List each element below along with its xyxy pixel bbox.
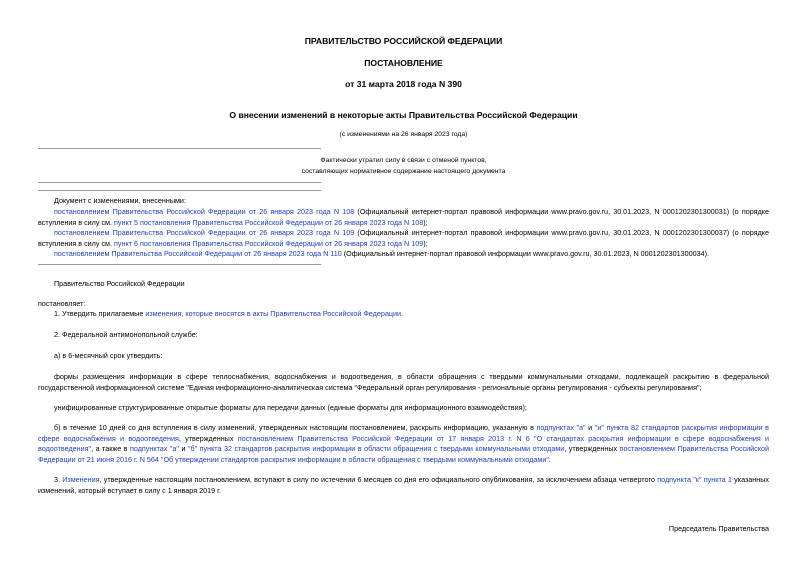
changes-link[interactable]: изменения, которые вносятся в акты Правительства Российской Федерации [145, 309, 401, 318]
change-item: постановлением Правительства Российской Федерации от 26 января 2023 года N 110 (Официальный интернет-портал правовой информации www.pravo.gov.ru, 30.01.2023, N 0001202301300034). [54, 249, 710, 258]
standards-link[interactable]: "и" пункта 82 стандартов раскрытия информации в сфере водоснабжения и водоотведения [38, 423, 769, 443]
changes-intro: Документ с изменениями, внесенными: [54, 196, 186, 205]
document-title: О внесении изменений в некоторые акты Правительства Российской Федерации [229, 110, 578, 120]
lapsed-note-line1: Фактически утратил силу в связи с отменой пунктов, [320, 157, 487, 164]
government-heading: ПРАВИТЕЛЬСТВО РОССИЙСКОЙ ФЕДЕРАЦИИ [304, 36, 503, 46]
amendment-link[interactable]: постановлением Правительства Российской Федерации от 26 января 2023 года N 110 [54, 249, 342, 258]
document-type: ПОСТАНОВЛЕНИЕ [364, 58, 443, 68]
subparagraph-link[interactable]: подпункта "к" пункта 1 [657, 475, 732, 484]
paragraph-2a: а) в 6-месячный срок утвердить: [54, 351, 163, 360]
change-item: постановлением Правительства Российской Федерации от 26 января 2023 года N 108 (Официальный интернет-портал правовой информации www.pravo.gov.ru, 30.01.2023, N 0001202301300031) (о порядке вступления в силу см. пункт 5 постановления Правительства Российской Федерации от 26 января 2023 года N 108); [38, 207, 769, 227]
revision-note: (с изменениями на 26 января 2023 года) [339, 131, 468, 138]
paragraph-2b: б) в течение 10 дней со дня вступления в силу изменений, утвержденных настоящим постановлением, раскрыть информацию, указанную в подпунктах "а" и "и" пункта 82 стандартов раскрытия информации в сфере водоснабжения и водоотведения, утвержденных постановлением Правительства Российской Федерации от 17 января 2013 г. N 6 "О стандартах раскрытия информации в сфере водоснабжения и водоотведения", а также в подпунктах "а" и "б" пункта 32 стандартов раскрытия информации в области обращения с твердыми коммунальными отходами, утвержденных постановлением Правительства Российской Федерации от 21 июня 2016 г. N 564 "Об утверждении стандартов раскрытия информации в области обращения с твердыми коммунальными отходами". [38, 423, 770, 464]
government-label: Правительство Российской Федерации [54, 279, 185, 288]
subparagraph-link[interactable]: подпунктах "а" [536, 423, 586, 432]
paragraph-2a-forms: формы размещения информации в сфере теплоснабжения, водоснабжения и водоотведения, в области обращения с твердыми коммунальными отходами, подлежащей раскрытию в федеральной государственной информационной системе "Единая информационно-аналитическая система "Федеральный орган регулирования - региональные органы регулирования - субъекты регулирования"; [38, 372, 769, 392]
divider [38, 190, 321, 191]
standards-link[interactable]: "б" пункта 32 стандартов раскрытия информации в области обращения с твердыми коммунальными отходами [187, 444, 565, 453]
paragraph-2: 2. Федеральной антимонопольной службе: [54, 330, 198, 339]
changes-link[interactable]: Изменения [62, 475, 100, 484]
change-item: постановлением Правительства Российской Федерации от 26 января 2023 года N 109 (Официальный интернет-портал правовой информации www.pravo.gov.ru, 30.01.2023, N 0001202301300037) (о порядке вступления в силу см. пункт 6 постановления Правительства Российской Федерации от 26 января 2023 года N 109); [38, 228, 769, 248]
resolves-label: постановляет: [38, 299, 86, 308]
signature-title: Председатель Правительства [668, 524, 769, 533]
divider [38, 264, 321, 265]
lapsed-note-line2: составляющих нормативное содержание настоящего документа [301, 168, 506, 175]
entry-into-force-link[interactable]: пункт 5 постановления Правительства Российской Федерации от 26 января 2023 года N 108 [114, 217, 424, 227]
amendment-link[interactable]: постановлением Правительства Российской Федерации от 26 января 2023 года N 109 [54, 228, 355, 237]
divider [38, 182, 321, 183]
paragraph-1: 1. Утвердить прилагаемые изменения, которые вносятся в акты Правительства Российской Федерации. [54, 309, 403, 318]
resolution-6-link[interactable]: постановлением Правительства Российской Федерации от 17 января 2013 г. N 6 "О стандартах раскрытия информации в сфере водоснабжения и водоотведения" [38, 433, 770, 453]
document-date-number: от 31 марта 2018 года N 390 [345, 79, 462, 89]
amendment-link[interactable]: постановлением Правительства Российской Федерации от 26 января 2023 года N 108 [54, 207, 355, 216]
subparagraph-link[interactable]: подпунктах "а" [129, 444, 179, 453]
resolution-564-link[interactable]: постановлением Правительства Российской Федерации от 21 июня 2016 г. N 564 "Об утверждении стандартов раскрытия информации в области обращения с твердыми коммунальными отходами" [38, 444, 769, 464]
entry-into-force-link[interactable]: пункт 6 постановления Правительства Российской Федерации от 26 января 2023 года N 109 [114, 238, 424, 248]
paragraph-3: 3. Изменения, утвержденные настоящим постановлением, вступают в силу по истечении 6 месяцев со дня его официального опубликования, за исключением абзаца четвертого подпункта "к" пункта 1 указанных изменений, который вступает в силу с 1 января 2019 г. [38, 475, 769, 495]
divider [38, 148, 321, 149]
paragraph-2a-formats: унифицированные структурированные открытые форматы для передачи данных (единые форматы для информационного взаимодействия); [54, 403, 527, 412]
